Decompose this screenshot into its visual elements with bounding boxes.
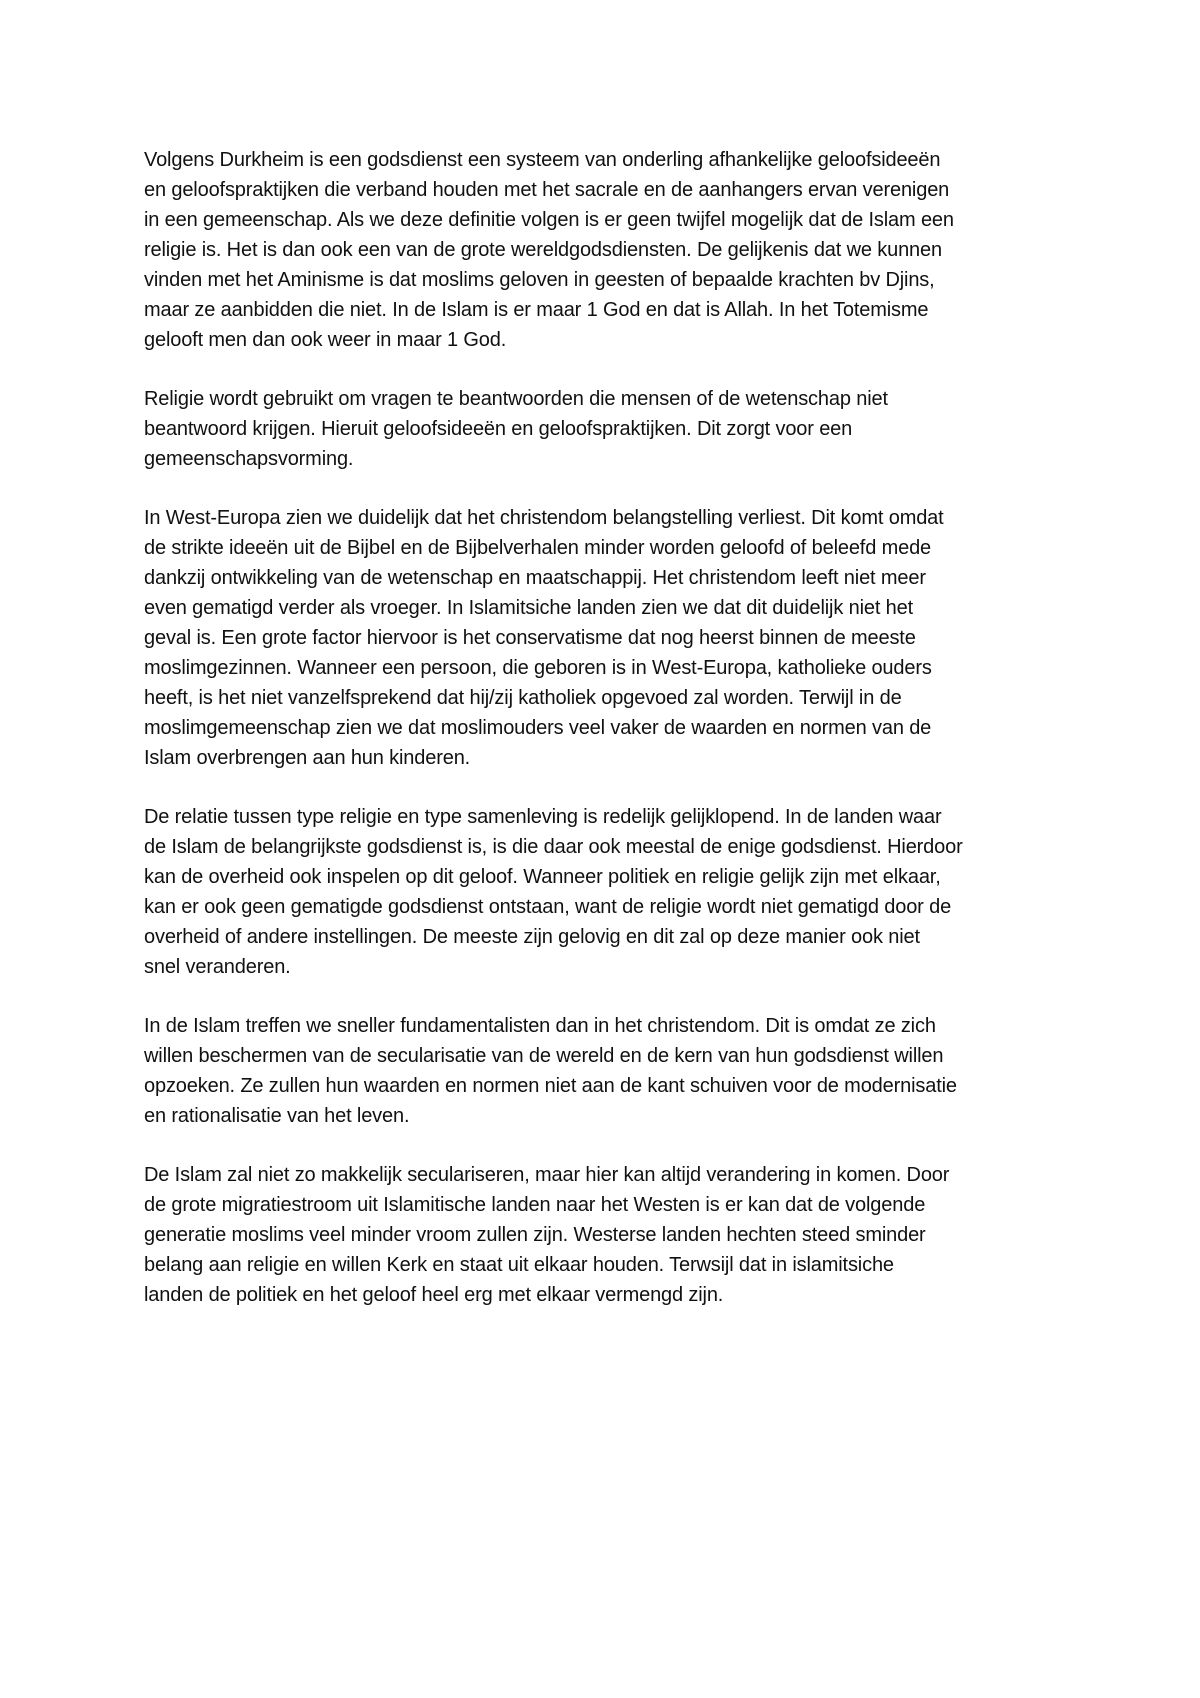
- text-line: De Islam zal niet zo makkelijk seculariseren, maar hier kan altijd verandering in komen. Door: [144, 1164, 950, 1186]
- text-line: heeft, is het niet vanzelfsprekend dat hij/zij katholiek opgevoed zal worden. Terwijl in de: [144, 687, 902, 709]
- text-line: beantwoord krijgen. Hieruit geloofsideeën en geloofspraktijken. Dit zorgt voor een: [144, 418, 853, 440]
- text-line: en rationalisatie van het leven.: [144, 1105, 410, 1127]
- text-line: In de Islam treffen we sneller fundamentalisten dan in het christendom. Dit is omdat ze zich: [144, 1015, 936, 1037]
- text-line: geval is. Een grote factor hiervoor is het conservatisme dat nog heerst binnen de meeste: [144, 627, 916, 649]
- text-line: en geloofspraktijken die verband houden met het sacrale en de aanhangers ervan verenigen: [144, 179, 950, 201]
- text-line: gelooft men dan ook weer in maar 1 God.: [144, 329, 507, 351]
- document-body: [144, 145, 1064, 1339]
- text-line: opzoeken. Ze zullen hun waarden en normen niet aan de kant schuiven voor de modernisatie: [144, 1075, 957, 1097]
- text-line: de Islam de belangrijkste godsdienst is, is die daar ook meestal de enige godsdienst. Hierdoor: [144, 836, 963, 858]
- text-line: Volgens Durkheim is een godsdienst een systeem van onderling afhankelijke geloofsideeën: [144, 149, 941, 171]
- text-line: in een gemeenschap. Als we deze definitie volgen is er geen twijfel mogelijk dat de Islam een: [144, 209, 954, 231]
- text-line: overheid of andere instellingen. De meeste zijn gelovig en dit zal op deze manier ook niet: [144, 926, 920, 948]
- text-line: generatie moslims veel minder vroom zullen zijn. Westerse landen hechten steed sminder: [144, 1224, 926, 1246]
- text-line: religie is. Het is dan ook een van de grote wereldgodsdiensten. De gelijkenis dat we kunnen: [144, 239, 942, 261]
- paragraph-1: [144, 145, 1064, 355]
- text-line: willen beschermen van de secularisatie van de wereld en de kern van hun godsdienst willen: [144, 1045, 944, 1067]
- text-line: vinden met het Aminisme is dat moslims geloven in geesten of bepaalde krachten bv Djins,: [144, 269, 935, 291]
- paragraph-4: [144, 802, 1064, 982]
- text-line: kan de overheid ook inspelen op dit geloof. Wanneer politiek en religie gelijk zijn met elkaar,: [144, 866, 941, 888]
- text-line: moslimgezinnen. Wanneer een persoon, die geboren is in West-Europa, katholieke ouders: [144, 657, 932, 679]
- text-line: even gematigd verder als vroeger. In Islamitsiche landen zien we dat dit duidelijk niet het: [144, 597, 914, 619]
- text-line: gemeenschapsvorming.: [144, 448, 354, 470]
- text-line: snel veranderen.: [144, 956, 291, 978]
- paragraph-6: [144, 1160, 1064, 1310]
- paragraph-3: [144, 503, 1064, 773]
- text-line: maar ze aanbidden die niet. In de Islam is er maar 1 God en dat is Allah. In het Totemisme: [144, 299, 929, 321]
- paragraph-2: [144, 384, 1064, 474]
- text-line: landen de politiek en het geloof heel erg met elkaar vermengd zijn.: [144, 1284, 724, 1306]
- text-line: De relatie tussen type religie en type samenleving is redelijk gelijklopend. In de landen waar: [144, 806, 942, 828]
- text-line: Islam overbrengen aan hun kinderen.: [144, 747, 471, 769]
- text-line: kan er ook geen gematigde godsdienst ontstaan, want de religie wordt niet gematigd door de: [144, 896, 952, 918]
- text-line: Religie wordt gebruikt om vragen te beantwoorden die mensen of de wetenschap niet: [144, 388, 888, 410]
- text-line: dankzij ontwikkeling van de wetenschap en maatschappij. Het christendom leeft niet meer: [144, 567, 926, 589]
- text-line: de grote migratiestroom uit Islamitische landen naar het Westen is er kan dat de volgende: [144, 1194, 926, 1216]
- text-line: belang aan religie en willen Kerk en staat uit elkaar houden. Terwsijl dat in islamitsiche: [144, 1254, 894, 1276]
- text-line: moslimgemeenschap zien we dat moslimouders veel vaker de waarden en normen van de: [144, 717, 932, 739]
- text-line: In West-Europa zien we duidelijk dat het christendom belangstelling verliest. Dit komt omdat: [144, 507, 944, 529]
- paragraph-5: [144, 1011, 1064, 1131]
- text-line: de strikte ideeën uit de Bijbel en de Bijbelverhalen minder worden geloofd of beleefd mede: [144, 537, 932, 559]
